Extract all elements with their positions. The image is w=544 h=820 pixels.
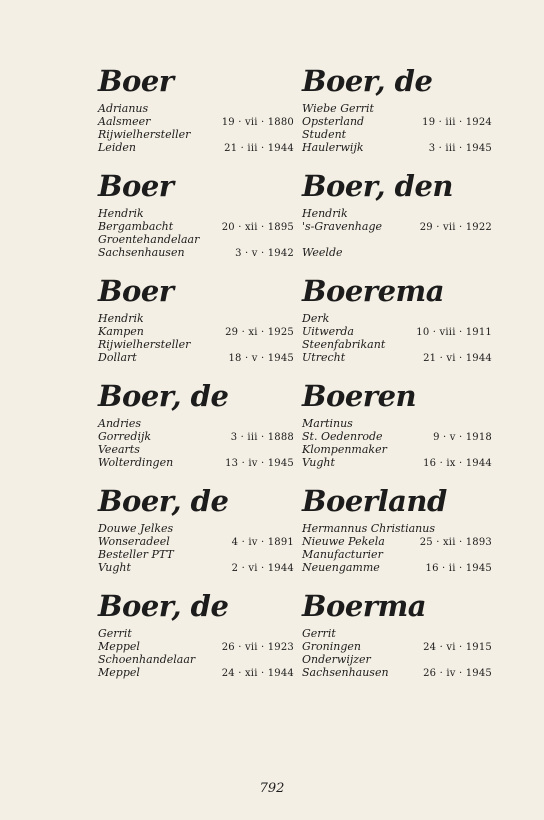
birth-row <box>98 430 294 443</box>
given-names: Gerrit <box>98 627 132 640</box>
surname: Boerma <box>302 589 427 623</box>
surname: Boer <box>98 169 174 203</box>
given-names: Martinus <box>302 417 353 430</box>
occupation <box>302 233 492 246</box>
birth-date: 26 · vii · 1923 <box>221 642 294 653</box>
birth-row <box>98 115 294 128</box>
death-date: 3 · iii · 1945 <box>428 143 492 154</box>
person-entry <box>98 482 294 587</box>
birth-place: Groningen <box>302 640 361 653</box>
given-names: Hendrik <box>302 207 348 220</box>
death-date: 24 · xii · 1944 <box>221 668 294 679</box>
birth-row <box>302 640 492 653</box>
occupation: Onderwijzer <box>302 653 371 666</box>
birth-date: 19 · iii · 1924 <box>422 117 492 128</box>
birth-date: 29 · xi · 1925 <box>225 327 294 338</box>
death-place: Leiden <box>98 141 136 154</box>
birth-place: Meppel <box>98 640 140 653</box>
death-row <box>302 561 492 574</box>
death-row <box>302 141 492 154</box>
death-place: Vught <box>302 456 335 469</box>
person-entry <box>98 587 294 692</box>
given-names: Wiebe Gerrit <box>302 102 374 115</box>
birth-place: Kampen <box>98 325 144 338</box>
birth-row <box>98 640 294 653</box>
person-entry <box>302 587 492 692</box>
death-date: 26 · iv · 1945 <box>423 668 492 679</box>
person-entry <box>98 167 294 272</box>
occupation: Groentehandelaar <box>98 233 200 246</box>
birth-date: 4 · iv · 1891 <box>231 537 294 548</box>
birth-row <box>98 220 294 233</box>
death-row <box>302 246 492 259</box>
given-names: Gerrit <box>302 627 336 640</box>
given-names: Andries <box>98 417 142 430</box>
occupation: Veearts <box>98 443 140 456</box>
birth-place: St. Oedenrode <box>302 430 383 443</box>
given-names: Hendrik <box>98 207 144 220</box>
occupation: Klompenmaker <box>302 443 387 456</box>
death-row <box>98 666 294 679</box>
death-row <box>302 666 492 679</box>
death-row <box>98 141 294 154</box>
birth-place: Gorredijk <box>98 430 152 443</box>
birth-date: 3 · iii · 1888 <box>230 432 294 443</box>
surname: Boer, de <box>98 379 229 413</box>
occupation: Steenfabrikant <box>302 338 386 351</box>
given-names: Hendrik <box>98 312 144 325</box>
person-entry <box>98 377 294 482</box>
person-entry <box>98 272 294 377</box>
birth-date: 25 · xii · 1893 <box>419 537 492 548</box>
birth-place: Wonseradeel <box>98 535 170 548</box>
person-entry <box>98 62 294 167</box>
death-place: Haulerwijk <box>302 141 364 154</box>
death-place: Neuengamme <box>302 561 380 574</box>
surname: Boerland <box>302 484 447 518</box>
occupation: Rijwielhersteller <box>98 128 191 141</box>
birth-place: Opsterland <box>302 115 365 128</box>
death-place: Meppel <box>98 666 140 679</box>
death-date: 21 · iii · 1944 <box>224 143 294 154</box>
death-date: 16 · ix · 1944 <box>423 458 492 469</box>
surname: Boer, de <box>98 589 229 623</box>
occupation: Schoenhandelaar <box>98 653 196 666</box>
surname: Boer, de <box>98 484 229 518</box>
birth-row <box>302 535 492 548</box>
death-row <box>98 246 294 259</box>
death-row <box>98 456 294 469</box>
death-row <box>98 351 294 364</box>
birth-row <box>302 115 492 128</box>
birth-place: Aalsmeer <box>98 115 151 128</box>
surname: Boer, den <box>302 169 453 203</box>
occupation: Student <box>302 128 347 141</box>
surname: Boer <box>98 64 174 98</box>
surname: Boerema <box>302 274 445 308</box>
given-names: Douwe Jelkes <box>98 522 174 535</box>
surname: Boer, de <box>302 64 433 98</box>
death-date: 18 · v · 1945 <box>228 353 294 364</box>
occupation: Manufacturier <box>302 548 383 561</box>
person-entry <box>302 377 492 482</box>
birth-row <box>98 325 294 338</box>
person-entry <box>302 482 492 587</box>
birth-place: 's-Gravenhage <box>302 220 382 233</box>
birth-date: 19 · vii · 1880 <box>221 117 294 128</box>
birth-date: 24 · vi · 1915 <box>423 642 492 653</box>
birth-row <box>302 220 492 233</box>
death-date: 16 · ii · 1945 <box>425 563 492 574</box>
birth-date: 29 · vii · 1922 <box>419 222 492 233</box>
death-row <box>98 561 294 574</box>
occupation: Besteller PTT <box>98 548 174 561</box>
birth-place: Bergambacht <box>98 220 174 233</box>
birth-row <box>302 430 492 443</box>
death-place: Sachsenhausen <box>98 246 185 259</box>
birth-row <box>302 325 492 338</box>
death-place: Sachsenhausen <box>302 666 389 679</box>
page-number: 792 <box>259 781 285 796</box>
death-place: Wolterdingen <box>98 456 174 469</box>
death-row <box>302 456 492 469</box>
birth-place: Uitwerda <box>302 325 354 338</box>
birth-place: Nieuwe Pekela <box>302 535 385 548</box>
death-place: Vught <box>98 561 131 574</box>
person-entry <box>302 272 492 377</box>
birth-date: 20 · xii · 1895 <box>221 222 294 233</box>
death-place: Utrecht <box>302 351 346 364</box>
death-row <box>302 351 492 364</box>
given-names: Hermannus Christianus <box>302 522 435 535</box>
right-column <box>302 62 492 692</box>
death-place: Weelde <box>302 246 343 259</box>
birth-date: 10 · viii · 1911 <box>416 327 492 338</box>
occupation: Rijwielhersteller <box>98 338 191 351</box>
person-entry <box>302 167 492 272</box>
death-date: 3 · v · 1942 <box>235 248 294 259</box>
death-date: 21 · vi · 1944 <box>423 353 492 364</box>
death-date: 13 · iv · 1945 <box>225 458 294 469</box>
birth-date: 9 · v · 1918 <box>433 432 492 443</box>
person-entry <box>302 62 492 167</box>
birth-row <box>98 535 294 548</box>
given-names: Adrianus <box>98 102 149 115</box>
left-column <box>98 62 294 692</box>
surname: Boer <box>98 274 174 308</box>
death-date: 2 · vi · 1944 <box>231 563 294 574</box>
given-names: Derk <box>302 312 330 325</box>
surname: Boeren <box>302 379 417 413</box>
death-place: Dollart <box>98 351 137 364</box>
